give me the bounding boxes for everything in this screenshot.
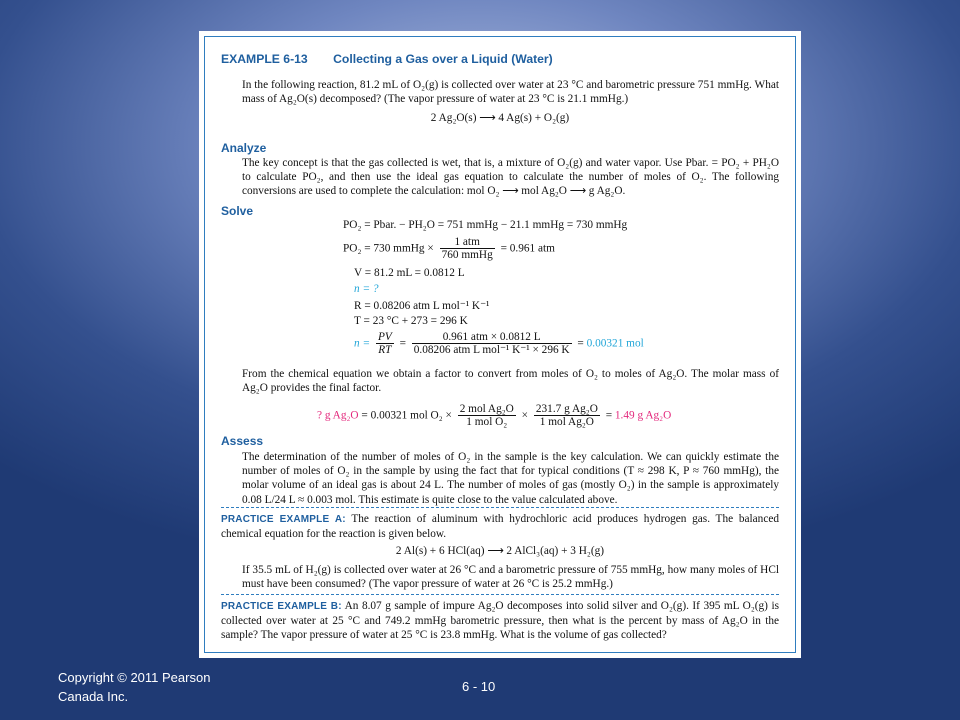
pressure-convert-lhs: PO₂ = 730 mmHg ×	[343, 242, 434, 255]
mass-calc-lhs: ? g Ag₂O	[317, 409, 359, 422]
molar-mass-num: 231.7 g Ag₂O	[535, 403, 598, 415]
practice-divider-b	[221, 594, 779, 595]
unknown-n-line: n = ?	[354, 283, 379, 295]
practice-example-b	[221, 599, 779, 643]
mole-ratio-num: 2 mol Ag₂O	[459, 403, 514, 415]
reaction-equation: 2 Ag₂O(s) ⟶ 4 Ag(s) + O₂(g)	[430, 112, 570, 124]
mole-ratio-fraction	[458, 403, 516, 429]
copyright-notice	[58, 668, 210, 706]
molar-mass-den: 1 mol Ag₂O	[539, 416, 594, 428]
slide-page-number: 6 - 10	[462, 679, 496, 694]
atm-fraction-den: 760 mmHg	[441, 249, 493, 261]
pressure-convert-line	[343, 236, 555, 262]
practice-a-equation: 2 Al(s) + 6 HCl(aq) ⟶ 2 AlCl₃(aq) + 3 H₂(g)	[395, 545, 605, 557]
copyright-line-2: Canada Inc.	[58, 689, 129, 704]
moles-calc-line: n = $\frac{PV}{RT}$ = $\frac{\text{0.961 atm × 0.0812 L}}{\text{0.08206 atm L mol⁻¹ K⁻¹ × 296 K}}$ = 0.00321 mol	[354, 331, 644, 356]
textbook-page	[199, 31, 801, 658]
example-name: Collecting a Gas over a Liquid (Water)	[333, 52, 553, 66]
example-title	[221, 52, 553, 66]
solve-heading: Solve	[221, 204, 254, 218]
practice-b-label: PRACTICE EXAMPLE B:	[221, 601, 342, 612]
pv-rt-fraction	[376, 331, 394, 357]
analyze-heading: Analyze	[221, 141, 267, 155]
assess-heading: Assess	[221, 434, 264, 448]
rt-denominator: RT	[378, 344, 392, 356]
moles-values-den: 0.08206 atm L mol⁻¹ K⁻¹ × 296 K	[413, 344, 570, 356]
mole-ratio-den: 1 mol O₂	[466, 416, 508, 428]
atm-fraction	[440, 236, 495, 262]
example-label: EXAMPLE 6-13	[221, 52, 308, 66]
analyze-text: The key concept is that the gas collected is wet, that is, a mixture of O₂(g) and water vapor. Use Pbar. = PO₂ + PH₂O to calculate PO₂, and then use the ideal gas equation to calculate the number of moles of O₂. The following conversions are used to complete the calculation: mol O₂ ⟶ mol Ag₂O ⟶ g Ag₂O.	[242, 157, 779, 198]
practice-a-text: The reaction of aluminum with hydrochloric acid produces hydrogen gas. The balanced chemical equation for the reaction is given below.	[221, 513, 779, 541]
problem-statement: In the following reaction, 81.2 mL of O₂(g) is collected over water at 23 °C and barometric pressure 751 mmHg. What mass of Ag₂O(s) decomposed? (The vapor pressure of water at 23 °C is 21.1 mmHg.)	[242, 79, 779, 106]
atm-fraction-num: 1 atm	[440, 236, 495, 249]
copyright-line-1: Copyright © 2011 Pearson	[58, 670, 211, 685]
mass-result: 1.49 g Ag₂O	[614, 409, 672, 422]
pressure-convert-rhs: = 0.961 atm	[500, 242, 555, 255]
factor-text: From the chemical equation we obtain a factor to convert from moles of O₂ to moles of Ag₂O. The molar mass of Ag₂O provides the final factor.	[242, 368, 779, 395]
moles-result: 0.00321 mol	[586, 337, 644, 350]
volume-line: V = 81.2 mL = 0.0812 L	[354, 267, 465, 279]
assess-text: The determination of the number of moles of O₂ in the sample is the key calculation. We can quickly estimate the number of moles of O₂ in the sample by using the fact that for typical conditions (T ≈ 298 K, P ≈ 760 mmHg), the molar volume of an ideal gas is about 24 L. The number of moles of gas (mostly O₂) in the sample is approximately 0.08 L/24 L ≈ 0.003 mol. This estimate is quite close to the value calculated above.	[242, 451, 779, 506]
practice-example-a	[221, 512, 779, 541]
molar-mass-fraction	[534, 403, 600, 429]
mass-calc-line: ? g Ag₂O = 0.00321 mol O₂ × $\frac{\text{2 mol Ag₂O}}{\text{1 mol O₂}}$ × $\frac{\text{231.7 g Ag₂O}}{\text{1 mol Ag₂O}}$ = 1.49 g Ag₂O	[317, 403, 672, 428]
moles-values-fraction	[412, 331, 572, 357]
moles-values-num: 0.961 atm × 0.0812 L	[412, 331, 572, 344]
pv-numerator: PV	[377, 331, 392, 343]
practice-a-question: If 35.5 mL of H₂(g) is collected over water at 26 °C and a barometric pressure of 755 mmHg, how many moles of HCl must have been consumed? (The vapor pressure of water at 26 °C is 25.2 mmHg.)	[242, 564, 779, 591]
practice-divider-a	[221, 507, 779, 508]
mass-calc-mid: = 0.00321 mol O₂ ×	[361, 409, 452, 422]
practice-b-text: An 8.07 g sample of impure Ag₂O decomposes into solid silver and O₂(g). If 395 mL O₂(g) is collected over water at 25 °C and 749.2 mmHg barometric pressure, then what is the percent by mass of Ag₂O in the sample? The vapor pressure of water at 25 °C is 23.8 mmHg. What is the volume of gas collected?	[221, 600, 779, 642]
practice-a-question-block	[221, 563, 779, 591]
gas-constant-line: R = 0.08206 atm L mol⁻¹ K⁻¹	[354, 300, 490, 312]
pressure-o2-line: PO₂ = Pbar. − PH₂O = 751 mmHg − 21.1 mmHg = 730 mmHg	[343, 219, 628, 231]
temperature-line: T = 23 °C + 273 = 296 K	[354, 315, 468, 327]
moles-calc-lhs: n =	[354, 337, 371, 350]
practice-a-label: PRACTICE EXAMPLE A:	[221, 514, 346, 525]
